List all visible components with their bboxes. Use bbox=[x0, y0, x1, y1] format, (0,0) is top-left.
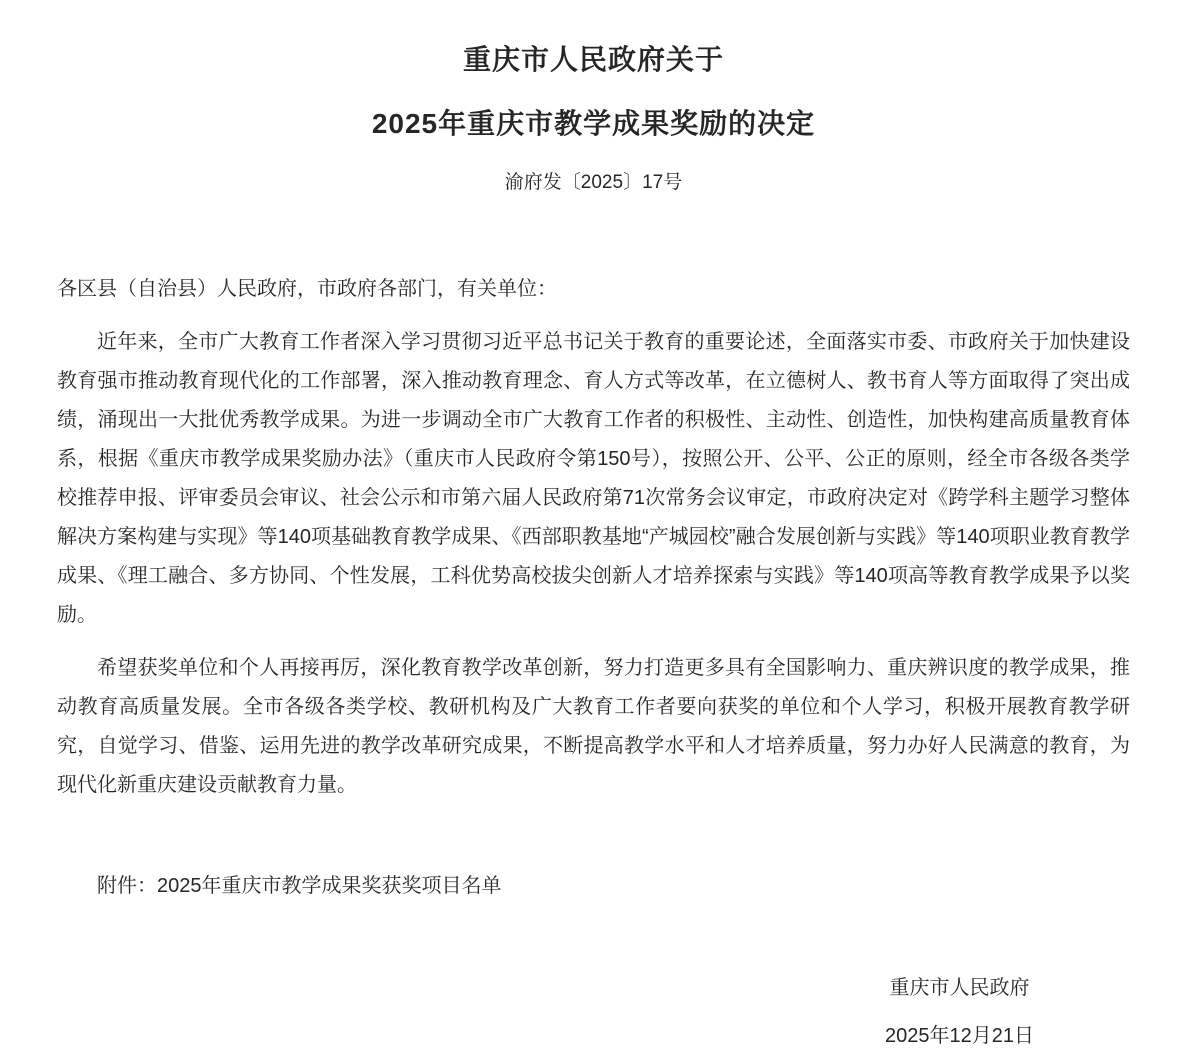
body-paragraph-2: 希望获奖单位和个人再接再厉，深化教育教学改革创新，努力打造更多具有全国影响力、重庆辨识度的教学成果，推动教育高质量发展。全市各级各类学校、教研机构及广大教育工作者要向获奖的单位和个人学习，积极开展教育教学研究，自觉学习、借鉴、运用先进的教学改革研究成果，不断提高教学水平和人才培养质量，努力办好人民满意的教育，为现代化新重庆建设贡献教育力量。 bbox=[57, 657, 1130, 796]
document-title-line2: 2025年重庆市教学成果奖励的决定 bbox=[371, 108, 816, 139]
document-number: 渝府发〔2025〕17号 bbox=[504, 172, 683, 193]
attachment-line: 附件：2025年重庆市教学成果奖获奖项目名单 bbox=[97, 875, 502, 897]
document-title-line1: 重庆市人民政府关于 bbox=[462, 44, 724, 75]
signature-date: 2025年12月21日 bbox=[885, 1025, 1034, 1047]
body-paragraph-1: 近年来，全市广大教育工作者深入学习贯彻习近平总书记关于教育的重要论述，全面落实市委、市政府关于加快建设教育强市推动教育现代化的工作部署，深入推动教育理念、育人方式等改革，在立德树人、教书育人等方面取得了突出成绩，涌现出一大批优秀教学成果。为进一步调动全市广大教育工作者的积极性、主动性、创造性，加快构建高质量教育体系，根据《重庆市教学成果奖励办法》（重庆市人民政府令第150号），按照公开、公平、公正的原则，经全市各级各类学校推荐申报、评审委员会审议、社会公示和市第六届人民政府第71次常务会议审定，市政府决定对《跨学科主题学习整体解决方案构建与实现》等140项基础教育教学成果、《西部职教基地“产城园校”融合发展创新与实践》等140项职业教育教学成果、《理工融合、多方协同、个性发展，工科优势高校拔尖创新人才培养探索与实践》等140项高等教育教学成果予以奖励。 bbox=[57, 331, 1130, 626]
salutation-line: 各区县（自治县）人民政府，市政府各部门，有关单位： bbox=[57, 278, 557, 300]
signature-issuer: 重庆市人民政府 bbox=[889, 977, 1030, 999]
signature-block bbox=[885, 964, 1034, 1060]
